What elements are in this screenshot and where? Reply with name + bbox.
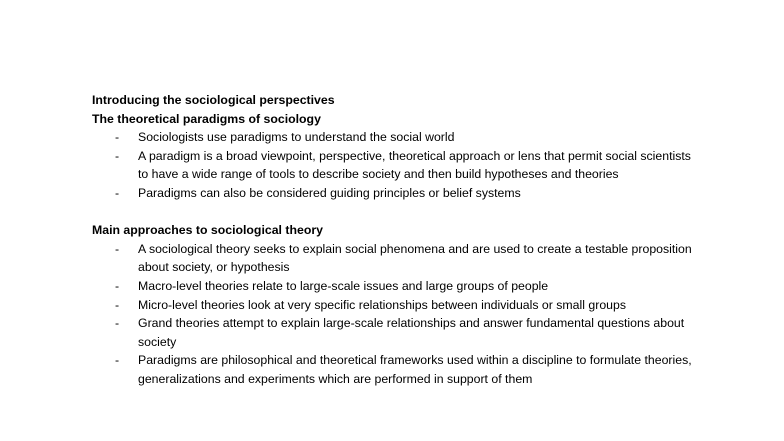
list-item-text: Paradigms can also be considered guiding principles or belief systems xyxy=(138,185,521,200)
section-title: Introducing the sociological perspectives xyxy=(92,93,335,107)
bullet-marker: - xyxy=(115,148,120,163)
bullet-marker: - xyxy=(115,353,120,368)
list-item xyxy=(92,277,692,296)
list-item-text: Micro-level theories look at very specific relationships between individuals or small groups xyxy=(138,297,626,312)
bullet-marker: - xyxy=(115,297,120,312)
paragraph-spacer xyxy=(92,203,692,222)
list-item-text: A paradigm is a broad viewpoint, perspective, theoretical approach or lens that permit social scientists to have a wide range of tools to describe society and then build hypotheses and theories xyxy=(138,148,691,182)
bullet-marker: - xyxy=(115,316,120,331)
document-body xyxy=(92,91,692,389)
bullet-marker: - xyxy=(115,278,120,293)
list-item xyxy=(92,314,692,351)
list-item xyxy=(92,240,692,277)
list-item-text: A sociological theory seeks to explain social phenomena and are used to create a testable proposition about society, or hypothesis xyxy=(138,241,692,275)
bullet-list xyxy=(92,240,692,389)
list-item xyxy=(92,128,692,147)
section-main-approaches xyxy=(92,221,692,388)
bullet-list xyxy=(92,128,692,202)
list-item-text: Grand theories attempt to explain large-scale relationships and answer fundamental questions about society xyxy=(138,316,685,349)
bullet-marker: - xyxy=(115,241,120,256)
list-item xyxy=(92,351,692,388)
section-subtitle: The theoretical paradigms of sociology xyxy=(92,111,321,126)
bullet-marker: - xyxy=(115,185,120,200)
list-item xyxy=(92,184,692,203)
list-item xyxy=(92,296,692,315)
section-sociological-perspectives xyxy=(92,91,692,203)
list-item-text: Paradigms are philosophical and theoretical frameworks used within a discipline to formulate theories, generalizations and experiments which are performed in support of them xyxy=(138,353,692,386)
bullet-marker: - xyxy=(115,130,120,145)
list-item-text: Macro-level theories relate to large-scale issues and large groups of people xyxy=(138,278,549,293)
list-item xyxy=(92,147,692,184)
list-item-text: Sociologists use paradigms to understand the social world xyxy=(138,130,455,145)
section-title: Main approaches to sociological theory xyxy=(92,223,323,238)
